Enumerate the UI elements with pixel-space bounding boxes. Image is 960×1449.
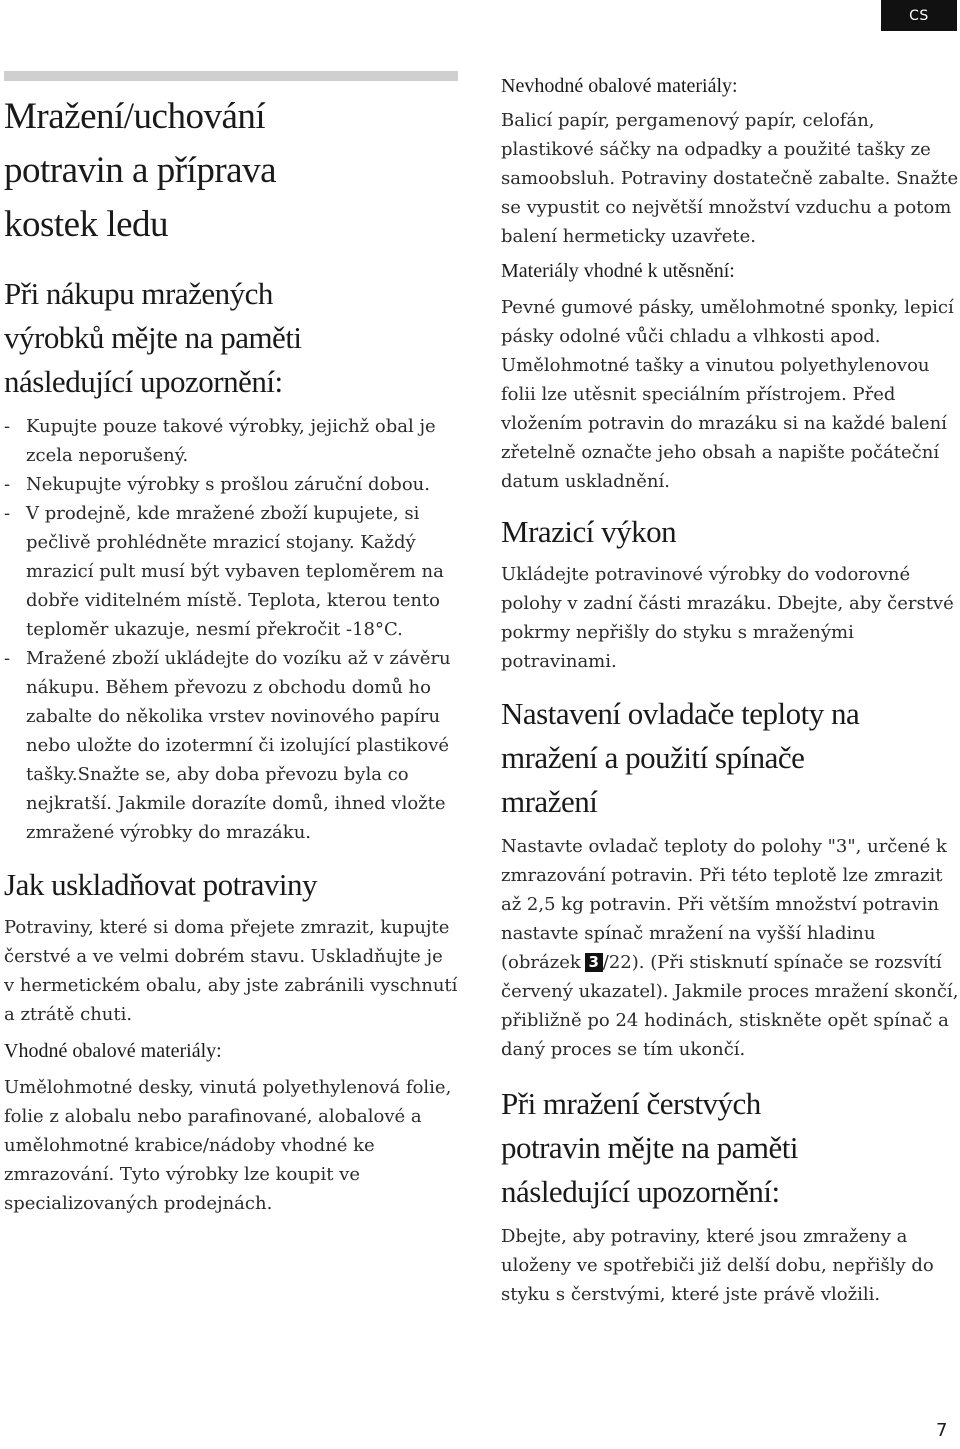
section-title-temperature-control xyxy=(501,692,959,824)
section-title-storage: Jak uskladňovat potraviny xyxy=(4,867,317,902)
section-title-temperature-line-1: Nastavení ovladače teploty na xyxy=(501,696,860,731)
subtitle-suitable-materials: Vhodné obalové materiály: xyxy=(4,1040,222,1062)
shopping-list xyxy=(4,412,458,847)
sealing-materials-text: Pevné gumové pásky, umělohmotné sponky, lepicí pásky odolné vůči chladu a vlhkosti apod. Umělohmotné tašky a vinutou polyethylenovou folii lze utěsnit speciálním přístrojem. Před vložením potravin do mrazáku si na každé balení zřetelně označte jeho obsah a napište počáteční datum uskladnění. xyxy=(501,297,954,492)
section-title-shopping-line-1: Při nákupu mražených xyxy=(4,276,273,311)
page-number: 7 xyxy=(936,1420,948,1441)
fresh-food-text: Dbejte, aby potraviny, které jsou zmraženy a uloženy ve spotřebiči již delší dobu, nepřišly do styku s čerstvými, které jste právě vložili. xyxy=(501,1226,934,1305)
list-item: - Kupujte pouze takové výrobky, jejichž obal je zcela neporušený. xyxy=(4,412,458,470)
section-title-shopping-line-3: následující upozornění: xyxy=(4,364,283,399)
section-title-shopping xyxy=(4,272,458,404)
section-title-fresh-food xyxy=(501,1082,959,1214)
storage-text: Potraviny, které si doma přejete zmrazit, kupujte čerstvé a ve velmi dobrém stavu. Uskladňujte je v hermetickém obalu, aby jste zabránili vyschnutí a ztrátě chuti. xyxy=(4,917,458,1025)
list-item: - Mražené zboží ukládejte do vozíku až v závěru nákupu. Během převozu z obchodu domů ho zabalte do několika vrstev novinového papíru nebo uložte do izotermní či izolující plastikové tašky.Snažte se, aby doba převozu byla co nejkratší. Jakmile dorazíte domů, ihned vložte zmražené výrobky do mrazáku. xyxy=(4,644,458,847)
left-column xyxy=(4,80,458,1218)
section-title-fresh-food-line-2: potravin mějte na paměti xyxy=(501,1130,799,1165)
section-title-temperature-line-3: mražení xyxy=(501,784,598,819)
suitable-materials-text: Umělohmotné desky, vinutá polyethylenová folie, folie z alobalu nebo parafinované, alobalové a umělohmotné krabice/nádoby vhodné ke zmrazování. Tyto výrobky lze koupit ve specializovaných prodejnách. xyxy=(4,1077,452,1214)
page-title-line-3: kostek ledu xyxy=(4,204,169,245)
temperature-control-text xyxy=(501,832,959,1064)
list-item: - Nekupujte výrobky s prošlou záruční dobou. xyxy=(4,470,458,499)
page-title-line-2: potravin a příprava xyxy=(4,150,276,191)
page-title-line-1: Mražení/uchování xyxy=(4,96,266,137)
section-title-fresh-food-line-1: Při mražení čerstvých xyxy=(501,1086,761,1121)
right-column xyxy=(501,72,959,1309)
section-title-temperature-line-2: mražení a použití spínače xyxy=(501,740,805,775)
unsuitable-materials-text: Balicí papír, pergamenový papír, celofán, plastikové sáčky na odpadky a použité tašky ze samoobsluh. Potraviny dostatečně zabalte. Snažte se vypustit co největší množství vzduchu a potom balení hermeticky uzavřete. xyxy=(501,110,959,247)
list-item: - V prodejně, kde mražené zboží kupujete, si pečlivě prohlédněte mrazicí stojany. Každý mrazicí pult musí být vybaven teploměrem na dobře viditelném místě. Teplota, kterou tento teploměr ukazuje, nesmí překročit -18°C. xyxy=(4,499,458,644)
section-title-freezing-capacity: Mrazicí výkon xyxy=(501,514,677,549)
page-title xyxy=(4,90,458,252)
section-title-fresh-food-line-3: následující upozornění: xyxy=(501,1174,780,1209)
subtitle-unsuitable-materials: Nevhodné obalové materiály: xyxy=(501,75,738,97)
section-title-shopping-line-2: výrobků mějte na paměti xyxy=(4,320,302,355)
temperature-control-text-b: /22). (Při stisknutí spínače se rozsvítí červený ukazatel). Jakmile proces mražení skončí, přibližně po 24 hodinách, stiskněte opět spínač a daný proces se tím ukončí. xyxy=(501,952,959,1060)
temperature-control-text-a: Nastavte ovladač teploty do polohy "3", určené k zmrazování potravin. Při této teplotě lze zmrazit až 2,5 kg potravin. Při větším množství potravin nastavte spínač mražení na vyšší hladinu (obrázek xyxy=(501,836,947,973)
figure-reference-badge: 3 xyxy=(585,953,603,972)
subtitle-sealing-materials: Materiály vhodné k utěsnění: xyxy=(501,260,735,282)
language-badge: CS xyxy=(881,0,957,31)
freezing-capacity-text: Ukládejte potravinové výrobky do vodorovné polohy v zadní části mrazáku. Dbejte, aby čerstvé pokrmy nepřišly do styku s mraženými potravinami. xyxy=(501,564,954,672)
